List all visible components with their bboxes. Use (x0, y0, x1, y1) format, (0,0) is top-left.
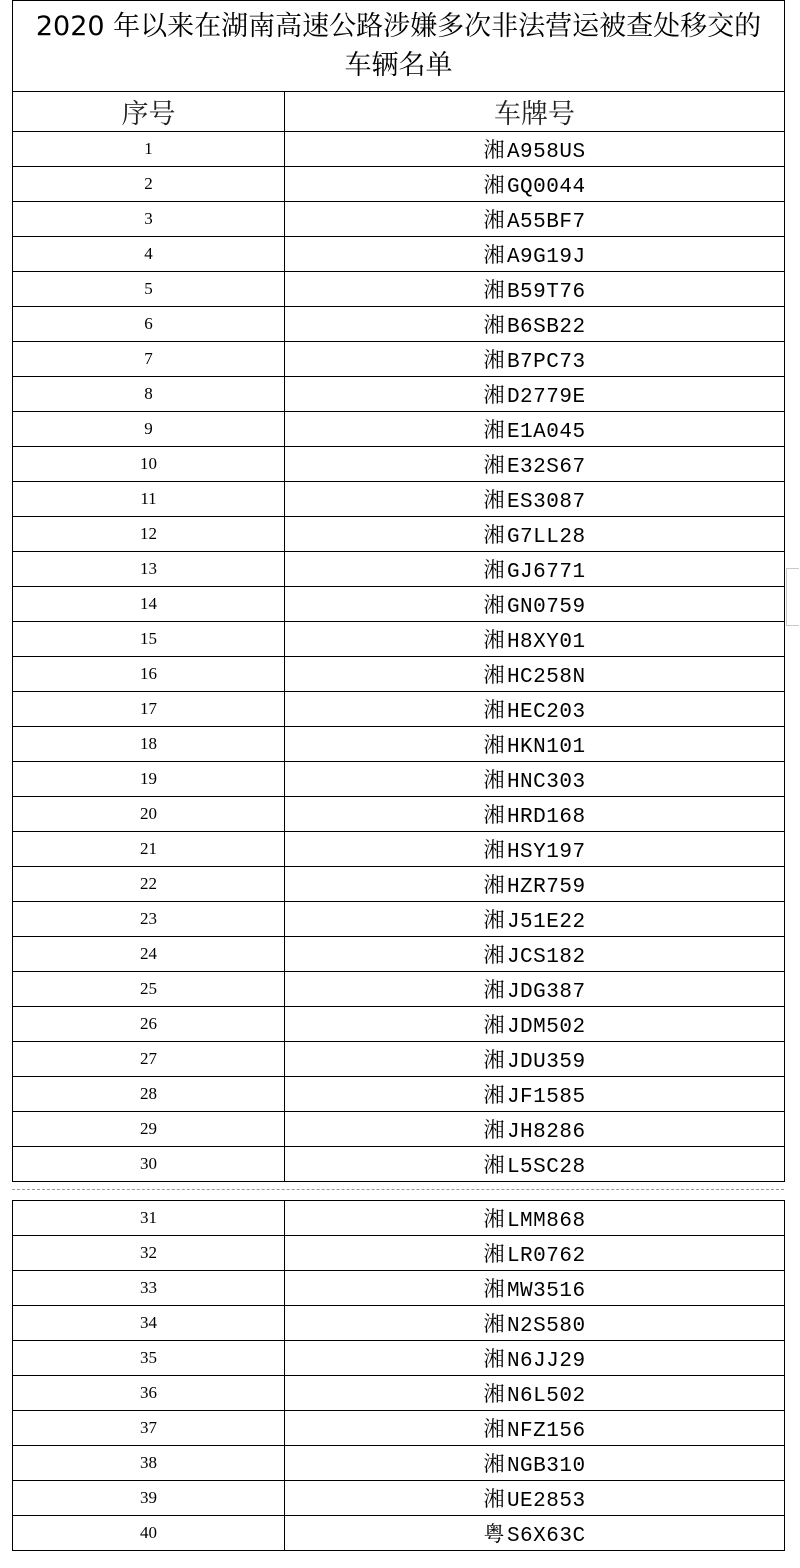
table-row (13, 1411, 785, 1446)
row-seq-cell: 32 (13, 1236, 285, 1271)
table-row (13, 552, 785, 587)
plate-province: 湘 (483, 243, 505, 267)
plate-number: HEC203 (506, 701, 586, 724)
row-plate-cell (285, 272, 785, 307)
plate-number: MW3516 (506, 1280, 586, 1303)
row-seq-cell: 14 (13, 587, 285, 622)
row-plate-cell (285, 1306, 785, 1341)
table-row (13, 1042, 785, 1077)
table-row (13, 587, 785, 622)
table-row (13, 1306, 785, 1341)
plate-province: 湘 (483, 278, 505, 302)
row-seq-cell: 13 (13, 552, 285, 587)
plate-province: 湘 (483, 1083, 505, 1107)
row-plate-cell (285, 692, 785, 727)
plate-number: JCS182 (506, 946, 586, 969)
table-row (13, 657, 785, 692)
row-seq-cell: 30 (13, 1147, 285, 1182)
plate-number: JDM502 (506, 1016, 586, 1039)
row-seq-cell: 5 (13, 272, 285, 307)
row-plate-cell (285, 902, 785, 937)
table-row (13, 1077, 785, 1112)
table-row (13, 1481, 785, 1516)
row-seq-cell: 34 (13, 1306, 285, 1341)
row-plate-cell (285, 832, 785, 867)
table-row (13, 622, 785, 657)
row-plate-cell (285, 202, 785, 237)
row-seq-cell: 18 (13, 727, 285, 762)
plate-province: 湘 (483, 348, 505, 372)
row-plate-cell (285, 657, 785, 692)
plate-number: N2S580 (506, 1315, 586, 1338)
row-plate-cell (285, 797, 785, 832)
row-plate-cell (285, 1481, 785, 1516)
row-seq-cell: 20 (13, 797, 285, 832)
row-plate-cell (285, 167, 785, 202)
plate-number: HC258N (506, 666, 586, 689)
table-row (13, 1446, 785, 1481)
plate-number: B6SB22 (506, 316, 586, 339)
table-row (13, 727, 785, 762)
table-row (13, 937, 785, 972)
row-seq-cell: 29 (13, 1112, 285, 1147)
plate-number: GQ0044 (506, 176, 586, 199)
vehicle-list-sheet-continued (12, 1200, 784, 1551)
header-row (13, 92, 785, 132)
table-body-part2 (13, 1201, 785, 1551)
row-seq-cell: 12 (13, 517, 285, 552)
row-seq-cell: 24 (13, 937, 285, 972)
page-edge-marker (786, 568, 799, 626)
plate-number: A55BF7 (506, 211, 586, 234)
plate-province: 湘 (483, 1347, 505, 1371)
row-plate-cell (285, 1446, 785, 1481)
row-seq-cell: 31 (13, 1201, 285, 1236)
row-plate-cell (285, 937, 785, 972)
plate-number: UE2853 (506, 1490, 586, 1513)
plate-province: 湘 (483, 1048, 505, 1072)
row-plate-cell (285, 1236, 785, 1271)
plate-province: 湘 (483, 418, 505, 442)
table-row (13, 377, 785, 412)
plate-province: 粤 (483, 1522, 505, 1546)
plate-number: HKN101 (506, 736, 586, 759)
table-row (13, 1112, 785, 1147)
table-row (13, 1201, 785, 1236)
row-seq-cell: 25 (13, 972, 285, 1007)
column-header-plate: 车牌号 (285, 92, 785, 132)
row-seq-cell: 8 (13, 377, 285, 412)
table-row (13, 867, 785, 902)
plate-province: 湘 (483, 908, 505, 932)
title-row (13, 1, 785, 92)
row-plate-cell (285, 1007, 785, 1042)
plate-number: LMM868 (506, 1210, 586, 1233)
plate-number: ES3087 (506, 491, 586, 514)
row-seq-cell: 1 (13, 132, 285, 167)
table-row (13, 517, 785, 552)
table-row (13, 797, 785, 832)
vehicle-table-part2 (12, 1200, 785, 1551)
plate-number: G7LL28 (506, 526, 586, 549)
row-plate-cell (285, 307, 785, 342)
plate-number: HRD168 (506, 806, 586, 829)
row-seq-cell: 9 (13, 412, 285, 447)
column-header-seq: 序号 (13, 92, 285, 132)
plate-province: 湘 (483, 383, 505, 407)
table-row (13, 1147, 785, 1182)
row-seq-cell: 27 (13, 1042, 285, 1077)
plate-number: J51E22 (506, 911, 586, 934)
row-plate-cell (285, 1341, 785, 1376)
row-plate-cell (285, 482, 785, 517)
table-row (13, 1341, 785, 1376)
document-title: 2020 年以来在湖南高速公路涉嫌多次非法营运被查处移交的车辆名单 (13, 1, 785, 92)
row-seq-cell: 22 (13, 867, 285, 902)
plate-number: B7PC73 (506, 351, 586, 374)
plate-number: S6X63C (506, 1525, 586, 1548)
table-row (13, 832, 785, 867)
row-seq-cell: 36 (13, 1376, 285, 1411)
row-plate-cell (285, 1077, 785, 1112)
plate-number: B59T76 (506, 281, 586, 304)
table-row (13, 482, 785, 517)
plate-province: 湘 (483, 733, 505, 757)
row-plate-cell (285, 552, 785, 587)
plate-province: 湘 (483, 838, 505, 862)
table-row (13, 762, 785, 797)
table-row (13, 307, 785, 342)
plate-number: JH8286 (506, 1121, 586, 1144)
plate-number: NGB310 (506, 1455, 586, 1478)
plate-number: HSY197 (506, 841, 586, 864)
plate-province: 湘 (483, 313, 505, 337)
plate-province: 湘 (483, 138, 505, 162)
plate-province: 湘 (483, 593, 505, 617)
table-row (13, 447, 785, 482)
plate-number: A9G19J (506, 246, 586, 269)
table-row (13, 167, 785, 202)
plate-number: JDU359 (506, 1051, 586, 1074)
row-plate-cell (285, 1271, 785, 1306)
plate-number: HZR759 (506, 876, 586, 899)
plate-province: 湘 (483, 1487, 505, 1511)
row-plate-cell (285, 377, 785, 412)
row-seq-cell: 2 (13, 167, 285, 202)
table-row (13, 272, 785, 307)
row-seq-cell: 37 (13, 1411, 285, 1446)
plate-number: E32S67 (506, 456, 586, 479)
row-plate-cell (285, 1201, 785, 1236)
row-plate-cell (285, 587, 785, 622)
row-plate-cell (285, 762, 785, 797)
row-seq-cell: 4 (13, 237, 285, 272)
plate-province: 湘 (483, 698, 505, 722)
plate-number: E1A045 (506, 421, 586, 444)
plate-number: NFZ156 (506, 1420, 586, 1443)
row-seq-cell: 7 (13, 342, 285, 377)
row-plate-cell (285, 727, 785, 762)
row-plate-cell (285, 972, 785, 1007)
row-seq-cell: 17 (13, 692, 285, 727)
row-plate-cell (285, 1112, 785, 1147)
row-seq-cell: 39 (13, 1481, 285, 1516)
row-seq-cell: 26 (13, 1007, 285, 1042)
plate-province: 湘 (483, 523, 505, 547)
row-plate-cell (285, 1376, 785, 1411)
vehicle-table-part1 (12, 0, 785, 1182)
plate-number: GN0759 (506, 596, 586, 619)
plate-province: 湘 (483, 1118, 505, 1142)
plate-province: 湘 (483, 1382, 505, 1406)
row-seq-cell: 33 (13, 1271, 285, 1306)
table-row (13, 1271, 785, 1306)
plate-province: 湘 (483, 768, 505, 792)
plate-province: 湘 (483, 628, 505, 652)
row-seq-cell: 38 (13, 1446, 285, 1481)
table-row (13, 1236, 785, 1271)
table-body-part1 (13, 132, 785, 1182)
row-seq-cell: 10 (13, 447, 285, 482)
row-plate-cell (285, 1411, 785, 1446)
table-row (13, 1376, 785, 1411)
row-seq-cell: 3 (13, 202, 285, 237)
plate-province: 湘 (483, 1312, 505, 1336)
row-plate-cell (285, 1042, 785, 1077)
plate-number: HNC303 (506, 771, 586, 794)
plate-number: N6JJ29 (506, 1350, 586, 1373)
plate-province: 湘 (483, 488, 505, 512)
table-row (13, 342, 785, 377)
vehicle-list-sheet (12, 0, 784, 1182)
plate-province: 湘 (483, 1277, 505, 1301)
plate-province: 湘 (483, 173, 505, 197)
plate-province: 湘 (483, 208, 505, 232)
plate-number: D2779E (506, 386, 586, 409)
row-plate-cell (285, 1516, 785, 1551)
row-plate-cell (285, 517, 785, 552)
row-seq-cell: 15 (13, 622, 285, 657)
row-seq-cell: 35 (13, 1341, 285, 1376)
plate-number: JF1585 (506, 1086, 586, 1109)
row-seq-cell: 40 (13, 1516, 285, 1551)
plate-number: GJ6771 (506, 561, 586, 584)
plate-province: 湘 (483, 803, 505, 827)
plate-province: 湘 (483, 1153, 505, 1177)
row-seq-cell: 28 (13, 1077, 285, 1112)
row-plate-cell (285, 867, 785, 902)
plate-number: H8XY01 (506, 631, 586, 654)
row-plate-cell (285, 412, 785, 447)
row-plate-cell (285, 622, 785, 657)
plate-province: 湘 (483, 978, 505, 1002)
row-seq-cell: 6 (13, 307, 285, 342)
row-seq-cell: 23 (13, 902, 285, 937)
row-plate-cell (285, 132, 785, 167)
table-row (13, 1516, 785, 1551)
plate-province: 湘 (483, 943, 505, 967)
plate-province: 湘 (483, 663, 505, 687)
table-row (13, 692, 785, 727)
plate-province: 湘 (483, 1417, 505, 1441)
plate-number: L5SC28 (506, 1156, 586, 1179)
table-row (13, 902, 785, 937)
plate-number: JDG387 (506, 981, 586, 1004)
row-seq-cell: 19 (13, 762, 285, 797)
plate-province: 湘 (483, 1013, 505, 1037)
plate-province: 湘 (483, 1242, 505, 1266)
plate-number: LR0762 (506, 1245, 586, 1268)
plate-province: 湘 (483, 453, 505, 477)
plate-province: 湘 (483, 558, 505, 582)
row-seq-cell: 21 (13, 832, 285, 867)
table-row (13, 972, 785, 1007)
page-break-divider (12, 1189, 784, 1200)
plate-number: N6L502 (506, 1385, 586, 1408)
plate-province: 湘 (483, 1452, 505, 1476)
row-plate-cell (285, 447, 785, 482)
row-plate-cell (285, 342, 785, 377)
row-seq-cell: 16 (13, 657, 285, 692)
row-plate-cell (285, 1147, 785, 1182)
plate-province: 湘 (483, 873, 505, 897)
table-row (13, 202, 785, 237)
row-seq-cell: 11 (13, 482, 285, 517)
plate-province: 湘 (483, 1207, 505, 1231)
table-row (13, 132, 785, 167)
plate-number: A958US (506, 141, 586, 164)
table-row (13, 1007, 785, 1042)
row-plate-cell (285, 237, 785, 272)
table-row (13, 237, 785, 272)
table-row (13, 412, 785, 447)
